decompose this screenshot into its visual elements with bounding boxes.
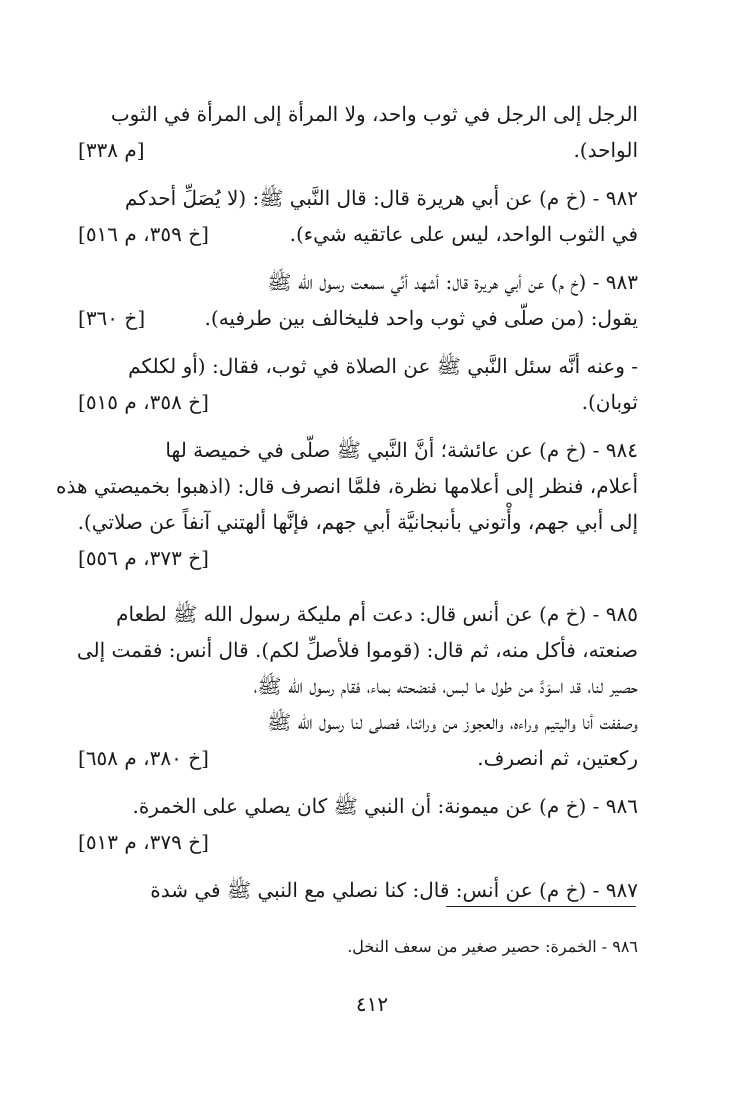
text-line: الواحد). [م ٣٣٨] xyxy=(78,132,638,168)
reference: [م ٣٣٨] xyxy=(78,138,145,162)
text-line: أعلام، فنظر إلى أعلامها نظرة، فلمَّا انصرف قال: (اذهبوا بخميصتي هذه xyxy=(56,474,638,498)
text-line: ٩٨٥ - (خ م) عن أنس قال: دعت أم مليكة رسول الله ﷺ لطعام xyxy=(116,602,638,626)
text-line: ركعتين، ثم انصرف. [خ ٣٨٠، م ٦٥٨] xyxy=(78,740,638,776)
text-line: إلى أبي جهم، وأْتوني بأنبجانيَّة أبي جهم، فإنَّها ألهتني آنفاً عن صلاتي). xyxy=(77,510,638,534)
text-line: حصير لنا، قد اسوَدَّ من طول ما لبس، فنضحته بماء، فقام رسول الله ﷺ، xyxy=(253,674,638,698)
hadith-entry xyxy=(78,180,638,252)
text-line: ٩٨٣ - (خ م) عن أبي هريرة قال: أشهد أنِّي سمعت رسول الله ﷺ xyxy=(267,270,638,294)
text-line: يقول: (من صلّى في ثوب واحد فليخالف بين طرفيه). [خ ٣٦٠] xyxy=(78,300,638,336)
footnote-divider xyxy=(446,906,636,907)
hadith-entry xyxy=(78,872,638,908)
text-line: وصففت أنا واليتيم وراءه، والعجوز من ورائنا، فصلى لنا رسول الله ﷺ xyxy=(267,710,638,734)
text-line: في الثوب الواحد، ليس على عاتقيه شيء). [خ ٣٥٩، م ٥١٦] xyxy=(78,216,638,252)
footnote: ٩٨٦ - الخمرة: حصير صغير من سعف النخل. xyxy=(347,937,638,956)
text-line: ثوبان). [خ ٣٥٨، م ٥١٥] xyxy=(78,384,638,420)
reference: [خ ٣٦٠] xyxy=(78,306,146,330)
hadith-entry xyxy=(78,96,638,168)
reference: [خ ٣٧٩، م ٥١٣] xyxy=(78,830,209,854)
reference: [خ ٣٧٣، م ٥٥٦] xyxy=(78,546,209,570)
text-line: الرجل إلى الرجل في ثوب واحد، ولا المرأة إلى المرأة في الثوب xyxy=(110,102,638,126)
hadith-entry xyxy=(78,788,638,860)
main-text xyxy=(56,96,638,908)
reference: [خ ٣٥٨، م ٥١٥] xyxy=(78,390,209,414)
hadith-entry xyxy=(78,264,638,336)
text-line: ٩٨٧ - (خ م) عن أنس: قال: كنا نصلي مع النبي ﷺ في شدة xyxy=(150,878,638,902)
hadith-entry xyxy=(78,348,638,420)
text-line: ٩٨٤ - (خ م) عن عائشة؛ أنَّ النَّبي ﷺ صلّى في خميصة لها xyxy=(165,438,638,462)
text-line xyxy=(78,824,638,860)
page-number: ٤١٢ xyxy=(355,992,389,1016)
reference: [خ ٣٥٩، م ٥١٦] xyxy=(78,222,209,246)
text-line: - وعنه أنَّه سئل النَّبي ﷺ عن الصلاة في ثوب، فقال: (أو لكلكم xyxy=(128,354,638,378)
text-line: ٩٨٢ - (خ م) عن أبي هريرة قال: قال النَّبي ﷺ: (لا يُصَلِّ أحدكم xyxy=(124,186,638,210)
hadith-entry xyxy=(56,432,638,576)
text-line xyxy=(78,540,638,576)
text-line: صنعته، فأكل منه، ثم قال: (قوموا فلأصلِّ لكم). قال أنس: فقمت إلى xyxy=(76,638,638,662)
text-line: ٩٨٦ - (خ م) عن ميمونة: أن النبي ﷺ كان يصلي على الخمرة. xyxy=(132,794,638,818)
hadith-entry xyxy=(78,596,638,776)
reference: [خ ٣٨٠، م ٦٥٨] xyxy=(78,746,209,770)
